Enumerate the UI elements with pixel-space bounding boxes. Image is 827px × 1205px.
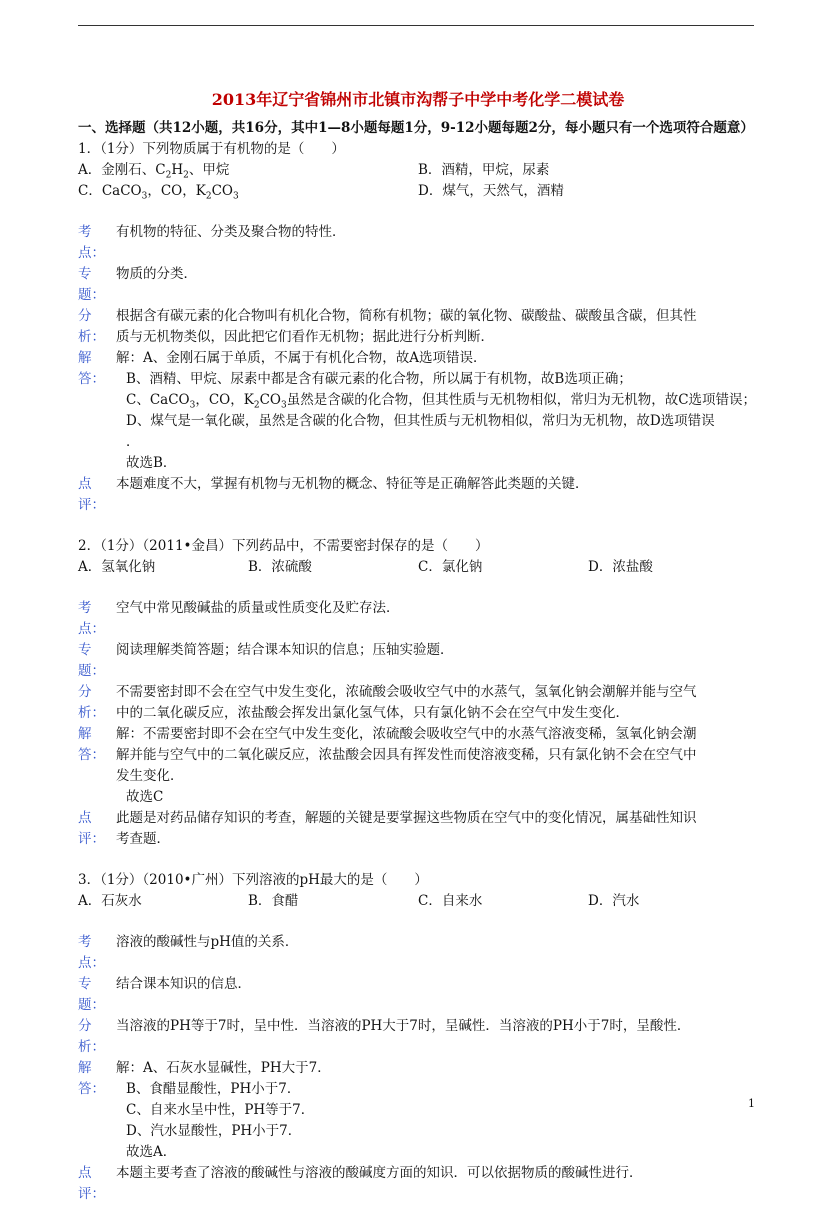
- question-stem: 2．（1分）（2011•金昌）下列药品中，不需要密封保存的是（ ）: [78, 538, 489, 554]
- question-stem: 3．（1分）（2010•广州）下列溶液的pH最大的是（ ）: [78, 872, 428, 888]
- fenxi-row: 分析： 不需要密封即不会在空气中发生变化，浓硫酸会吸收空气中的水蒸气，氢氧化钠会潮解并能与空气 中的二氧化碳反应，浓盐酸会挥发出氯化氢气体，只有氯化钠不会在空气中发生变化．: [78, 682, 758, 724]
- section-heading: 一、选择题（共12小题，共16分，其中1—8小题每题1分，9-12小题每题2分，每小题只有一个选项符合题意）: [78, 120, 754, 136]
- option-d: D．煤气，天然气，酒精: [418, 183, 564, 199]
- fenxi-label: 分析：: [78, 1018, 105, 1055]
- dianping-row: 点评： 此题是对药品储存知识的考查，解题的关键是要掌握这些物质在空气中的变化情况，属基础性知识 考查题．: [78, 808, 758, 850]
- jieda-row: 解答： 解：不需要密封即不会在空气中发生变化，浓硫酸会吸收空气中的水蒸气溶液变稀，氢氧化钠会潮 解并能与空气中的二氧化碳反应，浓盐酸会因具有挥发性而使溶液变稀，只有氯化钠不会在空气中 发生变化． 故选C: [78, 724, 758, 808]
- page-number: 1: [748, 1097, 755, 1110]
- option-b: B．浓硫酸: [248, 559, 312, 575]
- kaodian-row: 考点： 溶液的酸碱性与pH值的关系．: [78, 932, 758, 974]
- jieda-row: 解答： 解：A、金刚石属于单质，不属于有机化合物，故A选项错误． B、酒精、甲烷、尿素中都是含有碳元素的化合物，所以属于有机物，故B选项正确； C、CaCO$_3$，CO，$K_2CO_3$虽然是含碳的化合物，但其性质与无机物相似，常归为无机物，故C选项错误； D、煤气是一氧化碳，虽然是含碳的化合物，但其性质与无机物相似，常归为无机物，故D选项错误 ． 故选B．: [78, 348, 758, 474]
- option-a: A．氢氧化钠: [78, 559, 156, 575]
- page-title: 2013年辽宁省锦州市北镇市沟帮子中学中考化学二模试卷: [211, 90, 625, 109]
- document-page: [78, 88, 758, 1205]
- kaodian-label: 考点：: [78, 224, 105, 261]
- zhuanti-row: 专题： 阅读理解类简答题；结合课本知识的信息；压轴实验题．: [78, 640, 758, 682]
- zhuanti-label: 专题：: [78, 976, 105, 1013]
- fenxi-row: 分析： 当溶液的PH等于7时，呈中性．当溶液的PH大于7时，呈碱性．当溶液的PH小于7时，呈酸性．: [78, 1016, 758, 1058]
- zhuanti-label: 专题：: [78, 642, 105, 679]
- question-3: [78, 870, 758, 1205]
- option-d: D．汽水: [588, 893, 640, 909]
- dianping-label: 点评：: [78, 1165, 105, 1202]
- dianping-label: 点评：: [78, 476, 105, 513]
- option-c: C．氯化钠: [418, 559, 483, 575]
- zhuanti-row: 专题： 结合课本知识的信息．: [78, 974, 758, 1016]
- zhuanti-label: 专题：: [78, 266, 105, 303]
- jieda-label: 解答：: [78, 726, 105, 763]
- kaodian-label: 考点：: [78, 934, 105, 971]
- kaodian-row: 考点： 空气中常见酸碱盐的质量或性质变化及贮存法．: [78, 598, 758, 640]
- fenxi-label: 分析：: [78, 308, 105, 345]
- zhuanti-row: 专题： 物质的分类．: [78, 264, 758, 306]
- fenxi-row: 分析： 根据含有碳元素的化合物叫有机化合物，简称有机物；碳的氧化物、碳酸盐、碳酸虽含碳，但其性 质与无机物类似，因此把它们看作无机物；据此进行分析判断．: [78, 306, 758, 348]
- option-b: B．酒精，甲烷，尿素: [418, 162, 550, 178]
- kaodian-row: 考点： 有机物的特征、分类及聚合物的特性．: [78, 222, 758, 264]
- dianping-row: 点评： 本题难度不大，掌握有机物与无机物的概念、特征等是正确解答此类题的关键．: [78, 474, 758, 516]
- option-d: D．浓盐酸: [588, 559, 653, 575]
- option-c: C．自来水: [418, 893, 483, 909]
- question-2: [78, 536, 758, 850]
- option-b: B．食醋: [248, 893, 299, 909]
- option-a: A．金刚石、$C_2H_2$、甲烷: [78, 162, 230, 181]
- option-a: A．石灰水: [78, 893, 142, 909]
- header-rule: [78, 25, 754, 26]
- fenxi-label: 分析：: [78, 684, 105, 721]
- jieda-label: 解答：: [78, 1060, 105, 1097]
- option-c: C．CaCO$_3$，CO，$K_2CO_3$: [78, 183, 239, 202]
- kaodian-label: 考点：: [78, 600, 105, 637]
- question-1: [78, 139, 758, 516]
- jieda-label: 解答：: [78, 350, 105, 387]
- jieda-row: 解答： 解：A、石灰水显碱性，PH大于7． B、食醋显酸性，PH小于7． C、自来水呈中性，PH等于7． D、汽水显酸性，PH小于7． 故选A．: [78, 1058, 758, 1163]
- dianping-row: 点评： 本题主要考查了溶液的酸碱性与溶液的酸碱度方面的知识．可以依据物质的酸碱性进行．: [78, 1163, 758, 1205]
- dianping-label: 点评：: [78, 810, 105, 847]
- question-stem: 1．（1分）下列物质属于有机物的是（ ）: [78, 141, 345, 157]
